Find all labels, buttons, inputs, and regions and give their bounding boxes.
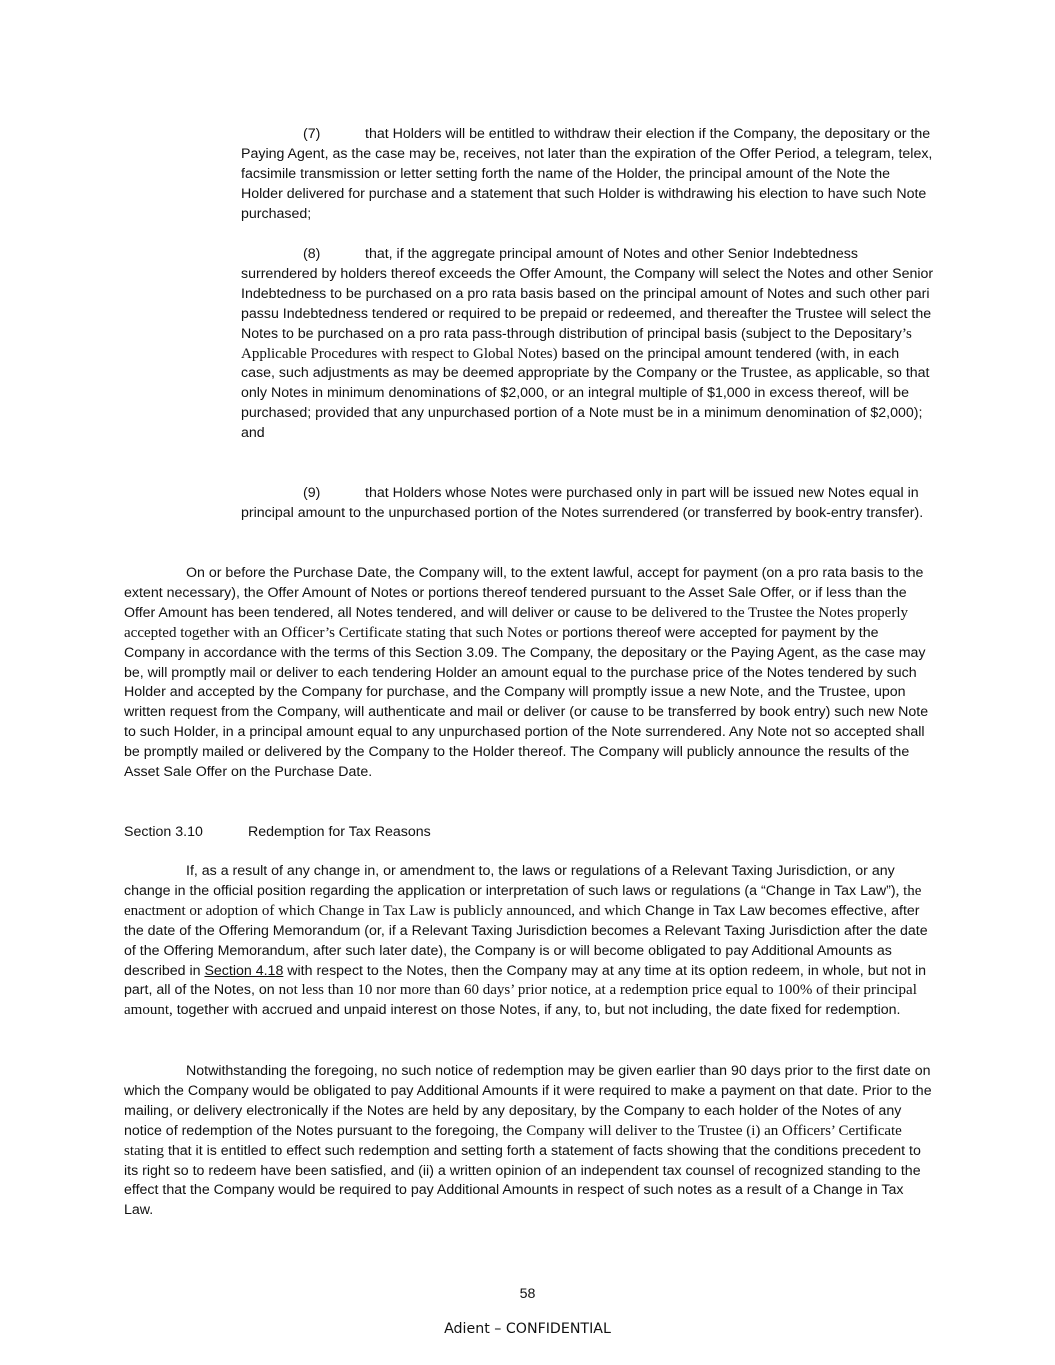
item-8-text-b: based on the principal amount tendered (with, in each case, such adjustments as may be deemed appropriate by the Company or the Trustee, as applicable, so that only Notes in minimum denominations of $2,000, or an integral multiple of $1,000 in excess thereof, will be purchased; provided that any unpurchased portion of a Note must be in a minimum denomination of $2,000); and [241,345,930,442]
tax-text-b: Change in Tax Law becomes effective, after the date of the Offering Memorandum (or, if a Relevant Taxing Jurisdiction becomes a Relevant Taxing Jurisdiction after the date of the Offering Memorandum, after such later date), the Company is or will become obligated to pay Additional Amounts as described in [124,902,928,979]
page-number: 58 [519,1286,536,1302]
item-9-text: that Holders whose Notes were purchased only in part will be issued new Notes equal in principal amount to the unpurchased portion of the Notes surrendered (or transferred by book-entry transfer). [241,485,924,521]
notice-text-serif: Company will deliver to the Trustee (i) an Officers’ Certificate stating [124,1122,902,1159]
item-8-text-a: that, if the aggregate principal amount of Notes and other Senior Indebtedness surrendered by holders thereof exceeds the Offer Amount, the Company will select the Notes and other Senior Indebtedness to be purchased on a pro rata basis based on the principal amount of Notes and such other pari passu Indebtedness tendered or required to be prepaid or redeemed, and thereafter the Trustee will select the Notes to be purchased on a pro rata pass-through distribution of principal basis (subject to the Depositary [241,246,934,342]
item-8 [241,245,935,444]
item-9-number: (9) [303,485,321,501]
item-7-number: (7) [303,126,321,142]
purchase-text-b: portions thereof were accepted for payment by the Company in accordance with the terms of this Section 3.09. The Company, the depositary or the Paying Agent, as the case may be, will promptly mail or deliver to each tendering Holder an amount equal to the purchase price of the Notes tendered by such Holder and accepted by the Company for purchase, and the Company will promptly issue a new Note, and the Trustee, upon written request from the Company, will authenticate and mail or deliver (or cause to be transferred by book entry) such new Note to such Holder, in a principal amount equal to any unpurchased portion of the Note surrendered. Any Note not so accepted shall be promptly mailed or delivered by the Company to the Holder thereof. The Company will publicly announce the results of the Asset Sale Offer on the Purchase Date. [124,624,929,781]
item-8-number: (8) [303,246,321,262]
item-7 [241,125,935,225]
tax-reasons-paragraph [124,862,932,1021]
section-number: Section 3.10 [124,824,203,840]
purchase-text-a: On or before the Purchase Date, the Company will, to the extent lawful, accept for payment (on a pro rata basis to the extent necessary), the Offer Amount of Notes or portions thereof tendered pursuant to the Asset Sale Offer, or if less than the Offer Amount has been tendered, all Notes tendered, and will deliver or cause to be [124,565,924,621]
item-7-text: that Holders will be entitled to withdraw their election if the Company, the depositary or the Paying Agent, as the case may be, receives, not later than the expiration of the Offer Period, a telegram, telex, facsimile transmission or letter setting forth the name of the Holder, the principal amount of the Note the Holder delivered for purchase and a statement that such Holder is withdrawing his election to have such Note purchased; [241,126,933,222]
section-title: Redemption for Tax Reasons [248,824,431,840]
tax-text-c: with respect to the Notes, then the Company may at any time at its option redeem, in whole, but not in part, all of the Notes, on [124,962,927,999]
purchase-text-serif: delivered to the Trustee the Notes properly accepted together with an Officer’s Certificate stating that such Notes or [124,604,908,641]
item-9 [241,484,935,524]
tax-text-serif-b: not less than 10 nor more than 60 days’ prior notice, at a redemption price equal to 100% of their principal amount, [124,982,917,1019]
purchase-date-paragraph [124,564,932,783]
notice-text-b: that it is entitled to effect such redemption and setting forth a statement of facts showing that the conditions precedent to its right so to redeem have been satisfied, and (ii) a written opinion of an independent tax counsel of recognized standing to the effect that the Company would be required to pay Additional Amounts in respect of such notes as a result of a Change in Tax Law. [124,1142,921,1219]
tax-text-a: If, as a result of any change in, or amendment to, the laws or regulations of a Relevant Taxing Jurisdiction, or any change in the official position regarding the application or interpretation of such laws or regulations (a “Change in Tax Law”) [124,863,896,899]
section-4-18-link[interactable]: Section 4.18 [204,962,284,979]
notice-paragraph [124,1062,932,1221]
item-8-text-serif: ’s Applicable Procedures with respect to Global Notes) [241,325,912,362]
tax-text-serif-a: , the enactment or adoption of which Change in Tax Law is publicly announced, and which [124,882,922,919]
notice-text-a: Notwithstanding the foregoing, no such notice of redemption may be given earlier than 90 days prior to the first date on which the Company would be obligated to pay Additional Amounts if it were required to make a payment on that date. Prior to the mailing, or delivery electronically if the Notes are held by any depositary, by the Company to each holder of the Notes of any notice of redemption of the Notes pursuant to the foregoing, the [124,1063,932,1139]
confidential-footer: Adient – CONFIDENTIAL [444,1321,611,1337]
tax-text-d: together with accrued and unpaid interest on those Notes, if any, to, but not including, the date fixed for redemption. [172,1002,901,1019]
section-heading [124,822,431,842]
